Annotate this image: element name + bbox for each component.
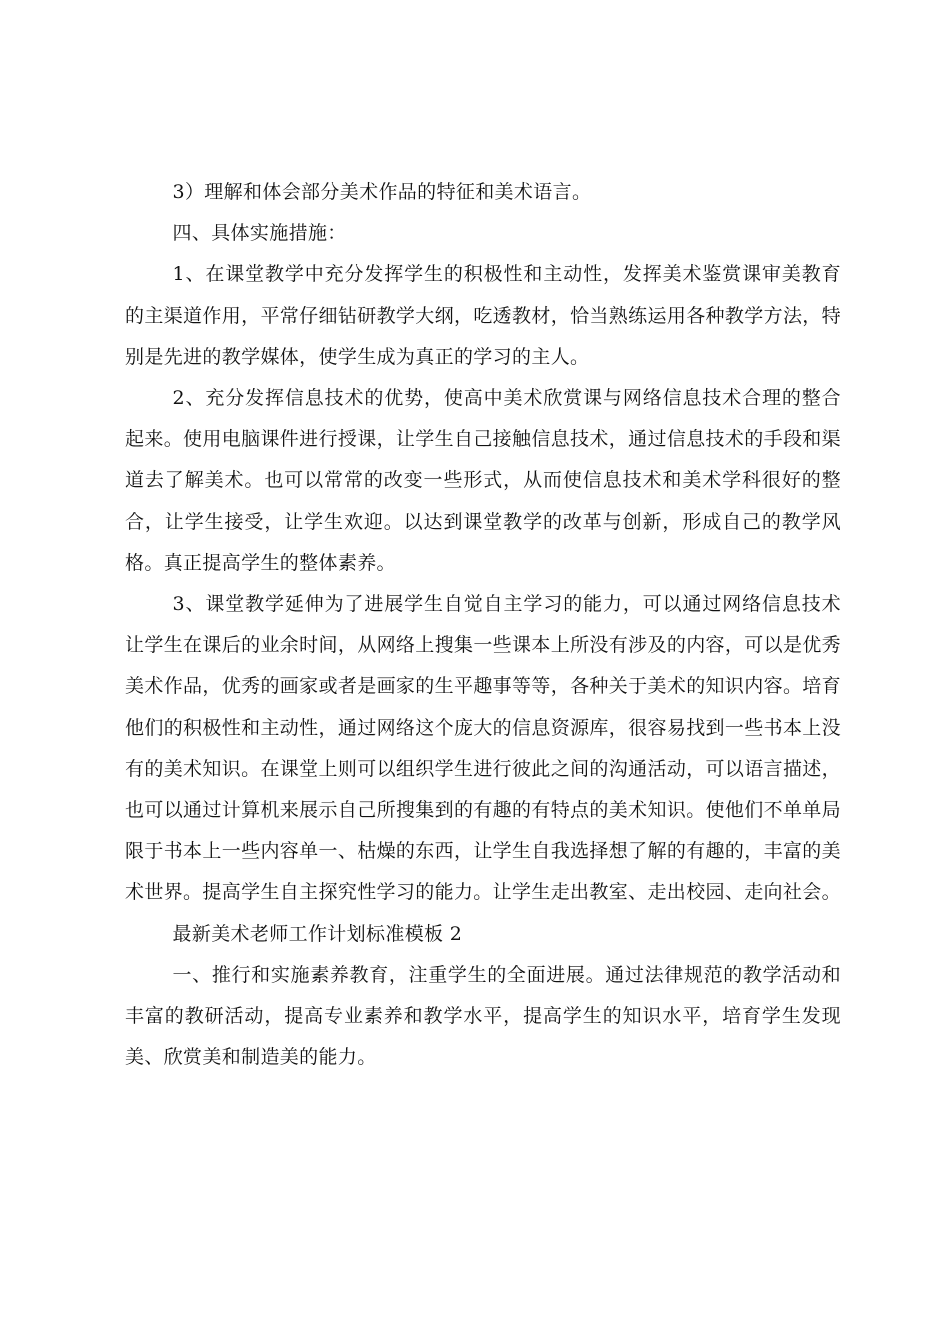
paragraph-understanding: 3）理解和体会部分美术作品的特征和美术语言。 [172, 181, 592, 203]
section-heading-measures: 四、具体实施措施： [172, 222, 347, 245]
paragraph-quality-education: 一、推行和实施素养教育，注重学生的全面进展。通过法律规范的教学活动和丰富的教研活动，提高专业素养和教学水平，提高学生的知识水平，培育学生发现美、欣赏美和制造美的能力。 [125, 963, 841, 1069]
template-title: 最新美术老师工作计划标准模板 2 [172, 922, 463, 945]
paragraph-measure-2: 2、充分发挥信息技术的优势，使高中美术欣赏课与网络信息技术合理的整合起来。使用电脑课件进行授课，让学生自己接触信息技术，通过信息技术的手段和渠道去了解美术。也可以常常的改变一些形式，从而使信息技术和美术学科很好的整合，让学生接受，让学生欢迎。以达到课堂教学的改革与创新，形成自己的教学风格。真正提高学生的整体素养。 [125, 387, 841, 574]
paragraph-measure-3: 3、课堂教学延伸为了进展学生自觉自主学习的能力，可以通过网络信息技术让学生在课后的业余时间，从网络上搜集一些课本上所没有涉及的内容，可以是优秀美术作品，优秀的画家或者是画家的生平趣事等等，各种关于美术的知识内容。培育他们的积极性和主动性，通过网络这个庞大的信息资源库，很容易找到一些书本上没有的美术知识。在课堂上则可以组织学生进行彼此之间的沟通活动，可以语言描述，也可以通过计算机来展示自己所搜集到的有趣的有特点的美术知识。使他们不单单局限于书本上一些内容单一、枯燥的东西，让学生自我选择想了解的有趣的，丰富的美术世界。提高学生自主探究性学习的能力。让学生走出教室、走出校园、走向社会。 [125, 593, 841, 904]
paragraph-measure-1: 1、在课堂教学中充分发挥学生的积极性和主动性，发挥美术鉴赏课审美教育的主渠道作用，平常仔细钻研教学大纲，吃透教材，恰当熟练运用各种教学方法，特别是先进的教学媒体，使学生成为真正的学习的主人。 [125, 263, 841, 368]
document-body [125, 172, 841, 1078]
